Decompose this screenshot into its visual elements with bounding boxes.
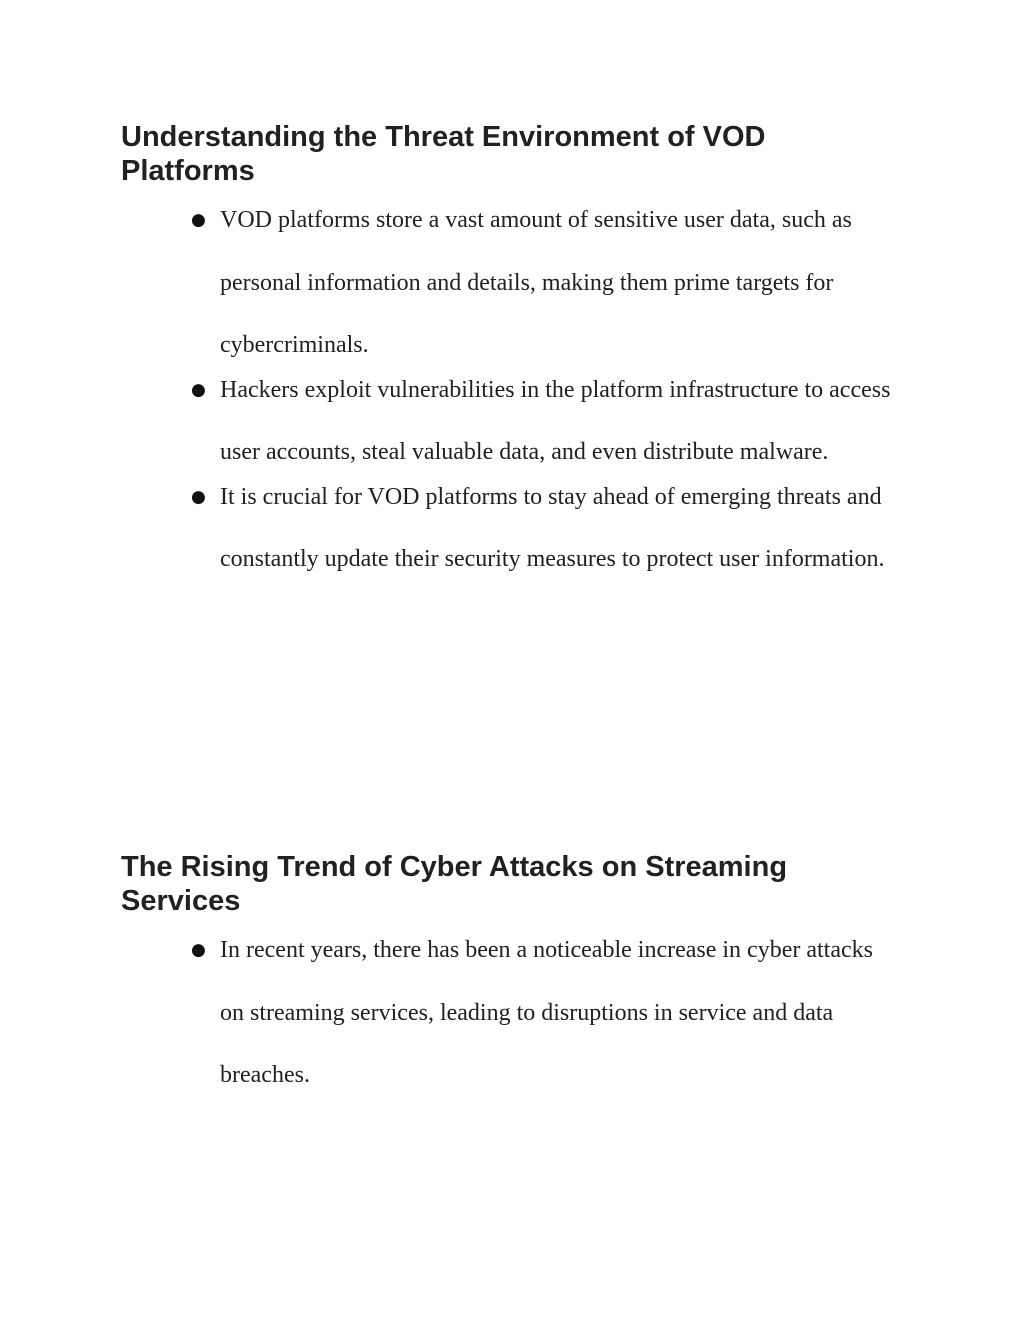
section-rising-trend [121, 850, 921, 1126]
bullet-icon: ● [191, 486, 206, 507]
bullet-icon: ● [191, 379, 206, 400]
bullet-list [121, 938, 921, 1126]
section-threat-environment [121, 120, 921, 610]
bullet-list [121, 208, 921, 610]
bullet-icon: ● [191, 210, 206, 230]
list-item-text: It is crucial for VOD platforms to stay ahead of emerging threats and constantly update their security measures to protect user information. [220, 483, 885, 572]
list-item-text: In recent years, there has been a noticeable increase in cyber attacks on streaming services, leading to disruptions in service and data breaches. [220, 937, 873, 1088]
list-item [121, 938, 902, 1126]
section-heading: Understanding the Threat Environment of VOD Platforms [121, 121, 766, 187]
list-item [121, 485, 902, 610]
bullet-icon: ● [191, 940, 206, 960]
list-item-text: VOD platforms store a vast amount of sensitive user data, such as personal information and details, making them prime targets for cybercriminals. [220, 207, 852, 358]
section-heading: The Rising Trend of Cyber Attacks on Streaming Services [121, 851, 788, 917]
list-item-text: Hackers exploit vulnerabilities in the platform infrastructure to access user accounts, steal valuable data, and even distribute malware. [220, 376, 891, 465]
